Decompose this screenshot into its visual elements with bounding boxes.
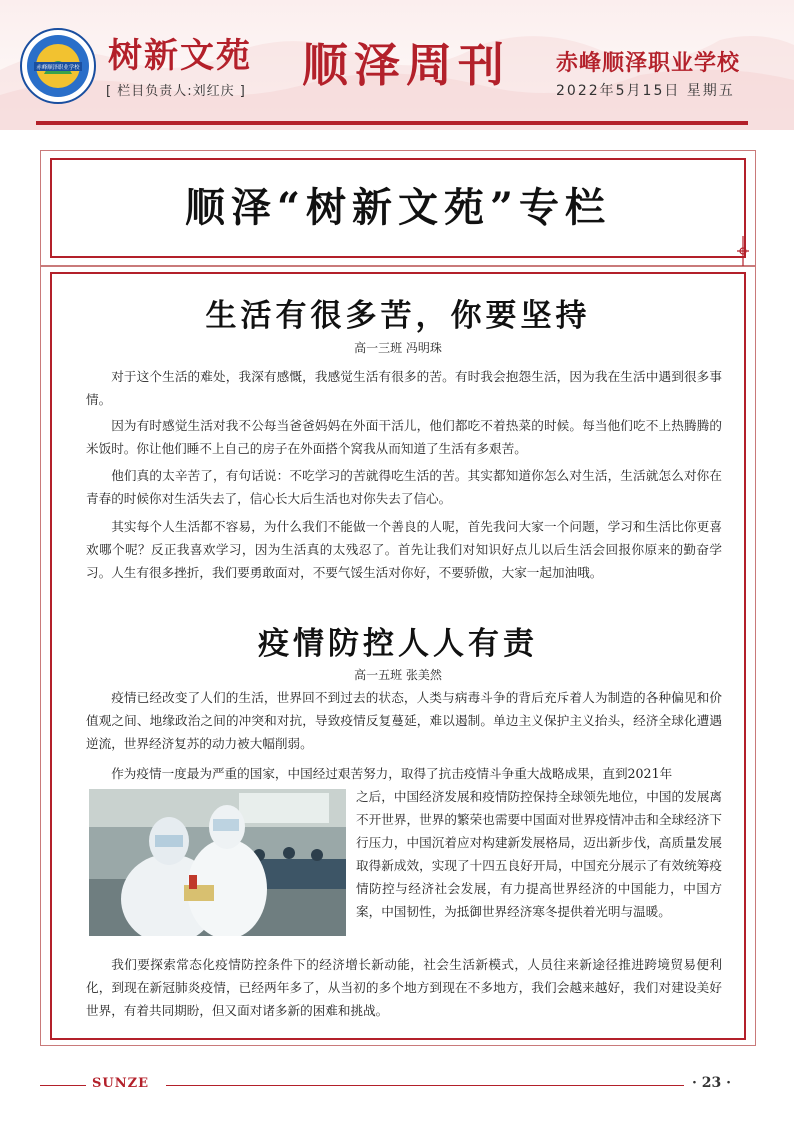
svg-text:赤峰顺泽职业学校: 赤峰顺泽职业学校 <box>36 65 80 71</box>
issue-date: 2022年5月15日 星期五 <box>556 83 735 99</box>
school-name: 赤峰顺泽职业学校 <box>556 51 741 76</box>
column-title: 树新文苑 <box>108 36 252 76</box>
article-2-byline: 高一五班 张美然 <box>354 668 442 682</box>
footer-rule-right <box>166 1085 684 1086</box>
column-editor: [ 栏目负责人:刘红庆 ] <box>106 84 246 99</box>
masthead <box>0 0 794 130</box>
page-number: · 23 · <box>692 1075 731 1091</box>
article-2-paragraph: 作为疫情一度最为严重的国家，中国经过艰苦努力，取得了抗击疫情斗争重大战略成果，直到2021年 <box>111 766 673 781</box>
header-divider <box>36 121 748 125</box>
article-1-paragraph: 他们真的太辛苦了，有句话说：不吃学习的苦就得吃生活的苦。其实都知道你怎么对生活，生活就怎么对你在青春的时候你对生活失去了，信心长大后生活也对你失去了信心。 <box>86 468 722 506</box>
article-2-paragraph: 疫情已经改变了人们的生活，世界回不到过去的状态，人类与病毒斗争的背后充斥着人为制造的各种偏见和价值观之间、地缘政治之间的冲突和对抗，导致疫情反复蔓延，难以遏制。单边主义保护主义抬头，经济全球化遭遇逆流，世界经济复苏的动力被大幅削弱。 <box>86 690 722 751</box>
footer-rule-left <box>40 1085 86 1086</box>
weekly-title: 顺泽周刊 <box>302 38 510 92</box>
column-heading: 顺泽“树新文苑”专栏 <box>184 184 611 231</box>
article-1-paragraph: 因为有时感觉生活对我不公每当爸爸妈妈在外面干活儿，他们都吃不着热菜的时候。每当他们吃不上热腾腾的米饭时。你让他们睡不上自己的房子在外面搭个窝我从而知道了生活有多艰苦。 <box>86 418 722 456</box>
article-2-title: 疫情防控人人有责 <box>258 626 538 662</box>
epidemic-prevention-photo <box>89 789 346 936</box>
footer-brand: SUNZE <box>92 1076 150 1091</box>
school-logo-icon <box>20 28 96 104</box>
article-2-paragraph: 之后，中国经济发展和疫情防控保持全球领先地位，中国的发展离不开世界，世界的繁荣也需要中国面对世界疫情冲击和全球经济下行压力，中国沉着应对构建新发展格局，迈出新步伐，高质量发展取得新成效，实现了十四五良好开局，中国充分展示了有效统筹疫情防控与经济社会发展，有力提高世界经济的中国能力，中国方案，中国韧性，为抵御世界经济寒冬提供着光明与温暖。 <box>356 789 722 919</box>
article-1-byline: 高一三班 冯明珠 <box>354 341 442 355</box>
medical-workers-image <box>89 789 346 936</box>
article-1-title: 生活有很多苦，你要坚持 <box>205 298 591 334</box>
article-1-paragraph: 其实每个人生活都不容易，为什么我们不能做一个善良的人呢，首先我问大家一个问题，学习和生活比你更喜欢哪个呢？反正我喜欢学习，因为生活真的太残忍了。首先让我们对知识好点儿以后生活会回报你原来的勤奋学习。人生有很多挫折，我们要勇敢面对，不要气馁生活对你好，不要骄傲，大家一起加油哦。 <box>86 519 722 580</box>
article-2-paragraph: 我们要探索常态化疫情防控条件下的经济增长新动能，社会生活新模式，人员往来新途径推进跨境贸易便利化，到现在新冠肺炎疫情，已经两年多了，从当初的多个地方到现在不多地方，我们会越来越好，我们对建设美好世界，有着共同期盼，但又面对诸多新的困难和挑战。 <box>86 957 722 1018</box>
article-1-paragraph: 对于这个生活的难处，我深有感慨，我感觉生活有很多的苦。有时我会抱怨生活，因为我在生活中遇到很多事情。 <box>86 369 722 407</box>
